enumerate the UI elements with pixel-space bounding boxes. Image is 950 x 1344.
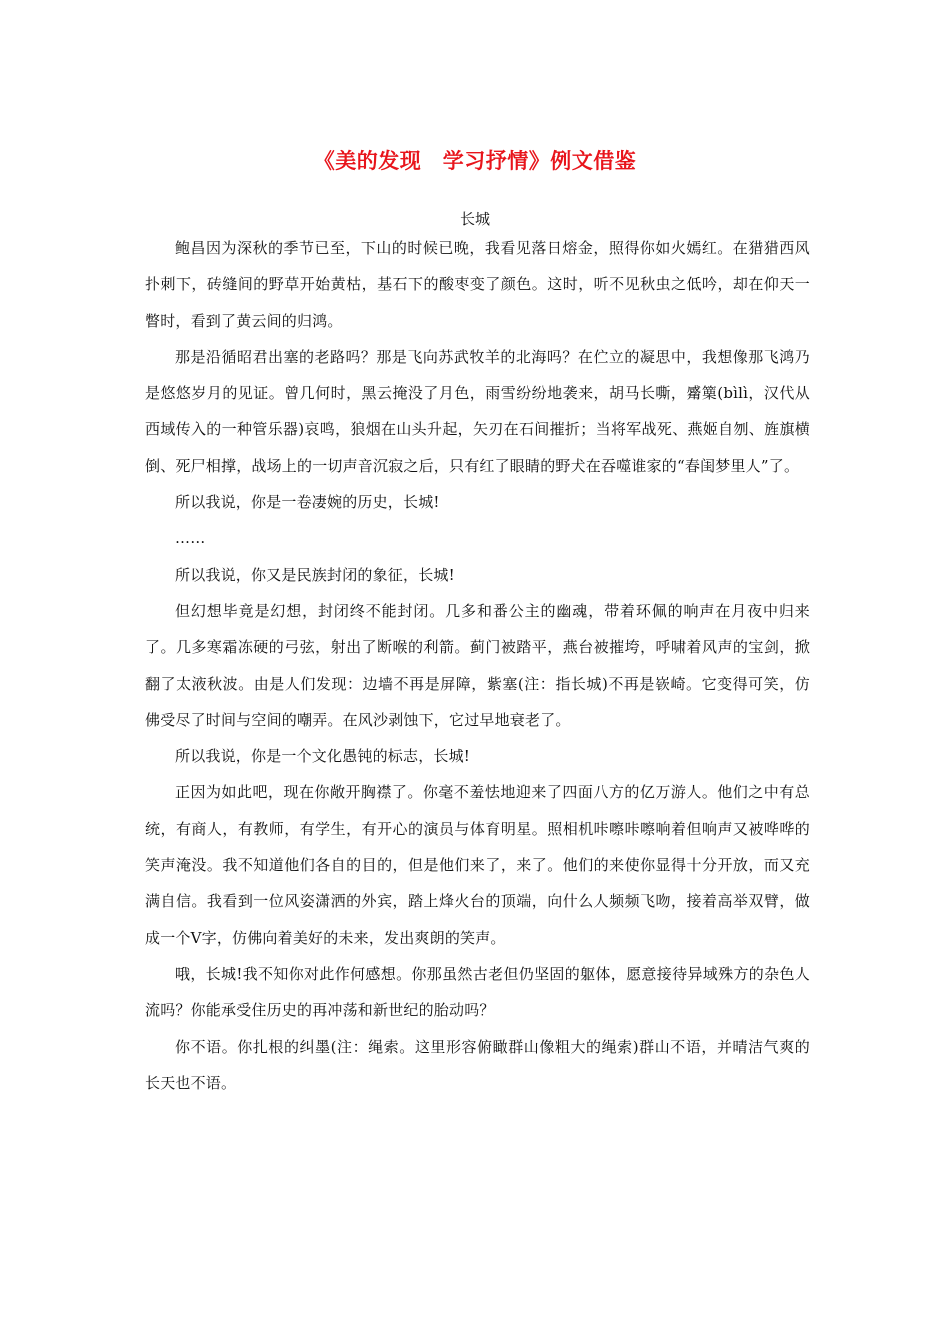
essay-paragraph: 那是沿循昭君出塞的老路吗？那是飞向苏武牧羊的北海吗？在伫立的凝思中，我想像那飞鸿乃是悠悠岁月的见证。曾几何时，黑云掩没了月色，雨雪纷纷地袭来，胡马长嘶，觱篥(bìlì，汉代从西域传入的一种管乐器)哀鸣，狼烟在山头升起，矢刃在石间摧折；当将军战死、燕姬自刎、旌旗横倒、死尸相撑，战场上的一切声音沉寂之后，只有红了眼睛的野犬在吞噬谁家的“春闺梦里人”了。 [145,347,810,475]
essay-title: 长城 [459,210,490,228]
document-title: 《美的发现 学习抒情》例文借鉴 [313,149,637,173]
essay-paragraph: 你不语。你扎根的纠墨(注：绳索。这里形容俯瞰群山像粗大的绳索)群山不语，并晴洁气爽的长天也不语。 [145,1037,810,1092]
essay-paragraph: 鲍昌因为深秋的季节已至，下山的时候已晚，我看见落日熔金，照得你如火嫣红。在猎猎西风扑刺下，砖缝间的野草开始黄枯，基石下的酸枣变了颜色。这时，听不见秋虫之低吟，却在仰天一瞥时，看到了黄云间的归鸿。 [145,239,810,330]
essay-paragraph: 哦，长城!我不知你对此作何感想。你那虽然古老但仍坚固的躯体，愿意接待异域殊方的杂色人流吗？你能承受住历史的再冲荡和新世纪的胎动吗？ [145,964,810,1020]
essay-paragraph: 所以我说，你是一卷凄婉的历史，长城! [175,493,440,512]
essay-paragraph: 但幻想毕竟是幻想，封闭终不能封闭。几多和番公主的幽魂，带着环佩的响声在月夜中归来了。几多寒霜冻硬的弓弦，射出了断喉的利箭。蓟门被踏平，燕台被摧垮，呼啸着风声的宝剑，掀翻了太液秋波。由是人们发现：边墙不再是屏障，紫塞(注：指长城)不再是嵚崎。它变得可笑，仿佛受尽了时间与空间的嘲弄。在风沙剥蚀下，它过早地衰老了。 [145,601,810,729]
essay-paragraph: 正因为如此吧，现在你敞开胸襟了。你毫不羞怯地迎来了四面八方的亿万游人。他们之中有总统，有商人，有教师，有学生，有开心的演员与体育明星。照相机咔嚓咔嚓响着但响声又被哗哗的笑声淹没。我不知道他们各自的目的，但是他们来了，来了。他们的来使你显得十分开放，而又充满自信。我看到一位风姿潇洒的外宾，踏上烽火台的顶端，向什么人频频飞吻，接着高举双臂，做成一个Ⅴ字，仿佛向着美好的未来，发出爽朗的笑声。 [145,783,810,947]
essay-body [145,230,810,1101]
essay-paragraph: …… [175,529,206,548]
essay-paragraph: 所以我说，你是一个文化愚钝的标志，长城! [175,747,471,766]
essay-paragraph: 所以我说，你又是民族封闭的象征，长城! [175,565,455,584]
